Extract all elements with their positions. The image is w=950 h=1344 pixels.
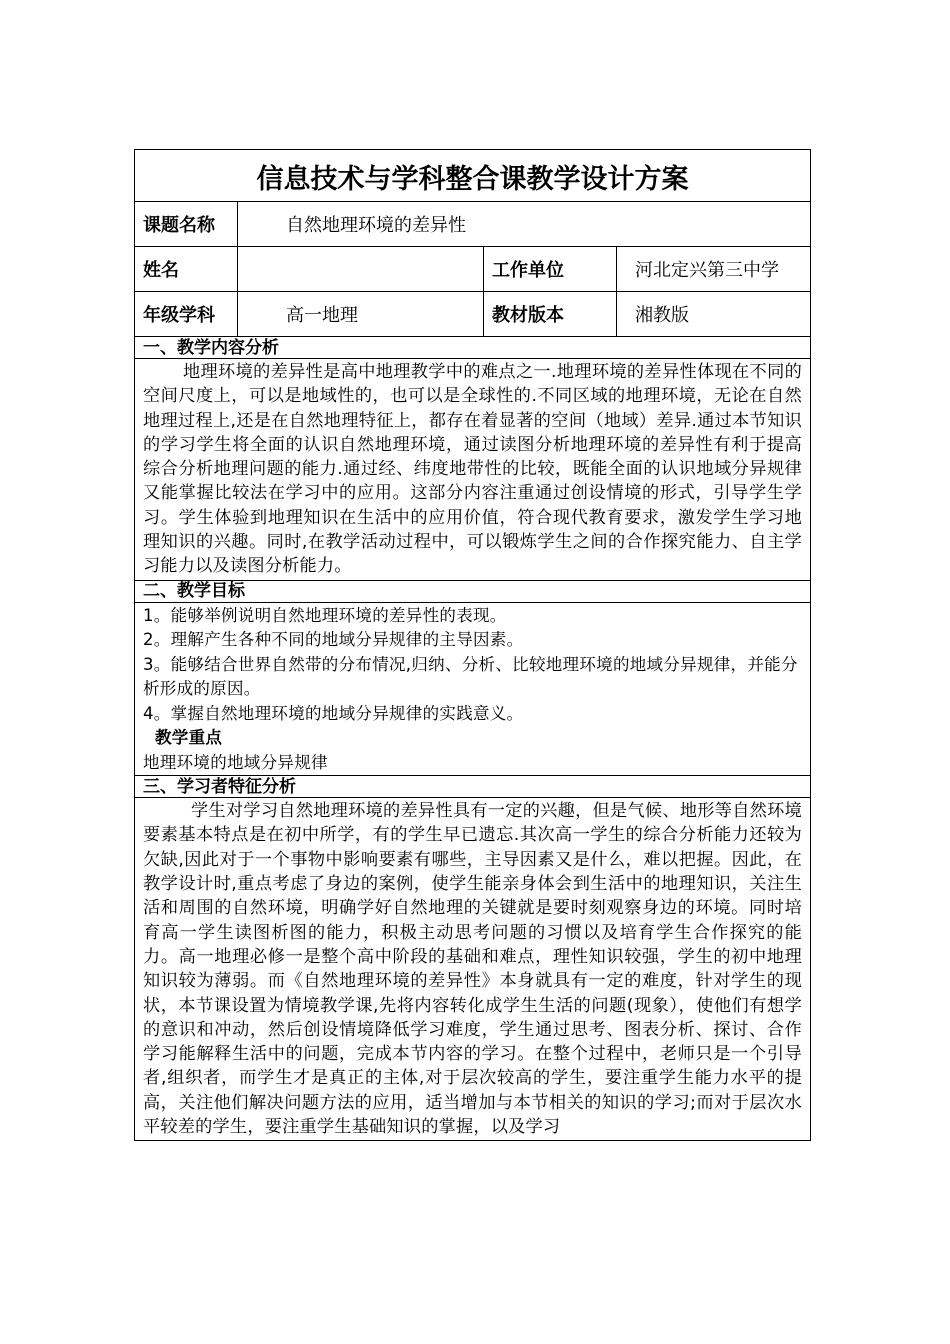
- name-label: 姓名: [143, 260, 179, 281]
- topic-row: [135, 201, 810, 246]
- goal-item: 3。能够结合世界自然带的分布情况,归纳、分析、比较地理环境的地域分异规律，并能分析形成的原因。: [143, 654, 798, 699]
- work-unit-label: 工作单位: [483, 247, 616, 291]
- grade-row: [135, 291, 810, 336]
- section-1-heading: 一、教学内容分析: [135, 336, 810, 358]
- textbook-label: 教材版本: [483, 292, 616, 336]
- grade-value: 高一地理: [237, 292, 483, 336]
- topic-value: 自然地理环境的差异性: [237, 202, 810, 246]
- document-title: 信息技术与学科整合课教学设计方案: [256, 164, 689, 195]
- lesson-plan-table: [134, 149, 811, 1141]
- focus-title: 教学重点: [155, 728, 223, 748]
- section-2-goals: [135, 602, 810, 776]
- focus-body: 地理环境的地域分异规律: [143, 752, 328, 772]
- section-3-body: 学生对学习自然地理环境的差异性具有一定的兴趣，但是气候、地形等自然环境要素基本特点是在初中所学，有的学生早已遗忘.其次高一学生的综合分析能力还较为欠缺,因此对于一个事物中影响要素有哪些，主导因素又是什么，难以把握。因此，在教学设计时,重点考虑了身边的案例，使学生能亲身体会到生活中的地理知识，关注生活和周围的自然环境，明确学好自然地理的关键就是要时刻观察身边的环境。同时培育高一学生读图析图的能力，积极主动思考问题的习惯以及培育学生合作探究的能力。高一地理必修一是整个高中阶段的基础和难点，理性知识较强，学生的初中地理知识较为薄弱。而《自然地理环境的差异性》本身就具有一定的难度，针对学生的现状，本节课设置为情境教学课,先将内容转化成学生生活的问题(现象），使他们有想学的意识和冲动，然后创设情境降低学习难度，学生通过思考、图表分析、探讨、合作学习能解释生活中的问题，完成本节内容的学习。在整个过程中，老师只是一个引导者,组织者，而学生才是真正的主体,对于层次较高的学生，要注重学生能力水平的提高，关注他们解决问题方法的应用，适当增加与本节相关的知识的学习;而对于层次水平较差的学生，要注重学生基础知识的掌握，以及学习: [135, 797, 810, 1140]
- goal-item: 2。理解产生各种不同的地域分异规律的主导因素。: [143, 630, 524, 650]
- name-row: [135, 246, 810, 291]
- name-value: [237, 247, 483, 291]
- work-unit-value: 河北定兴第三中学: [616, 247, 810, 291]
- topic-label: 课题名称: [143, 215, 215, 236]
- section-1-body: 地理环境的差异性是高中地理教学中的难点之一.地理环境的差异性体现在不同的空间尺度上，可以是地域性的，也可以是全球性的.不同区域的地理环境，无论在自然地理过程上,还是在自然地理特征上，都存在着显著的空间（地域）差异.通过本节知识的学习学生将全面的认识自然地理环境，通过读图分析地理环境的差异性有利于提高综合分析地理问题的能力.通过经、纬度地带性的比较，既能全面的认识地域分异规律又能掌握比较法在学习中的应用。这部分内容注重通过创设情境的形式，引导学生学习。学生体验到地理知识在生活中的应用价值，符合现代教育要求，激发学生学习地理知识的兴趣。同时,在教学活动过程中，可以锻炼学生之间的合作探究能力、自主学习能力以及读图分析能力。: [135, 358, 810, 580]
- grade-label: 年级学科: [143, 305, 215, 326]
- section-2-heading: 二、教学目标: [135, 580, 810, 602]
- goal-item: 4。掌握自然地理环境的地域分异规律的实践意义。: [143, 703, 524, 723]
- section-3-heading: 三、学习者特征分析: [135, 775, 810, 797]
- textbook-value: 湘教版: [616, 292, 810, 336]
- goal-item: 1。能够举例说明自然地理环境的差异性的表现。: [143, 605, 507, 625]
